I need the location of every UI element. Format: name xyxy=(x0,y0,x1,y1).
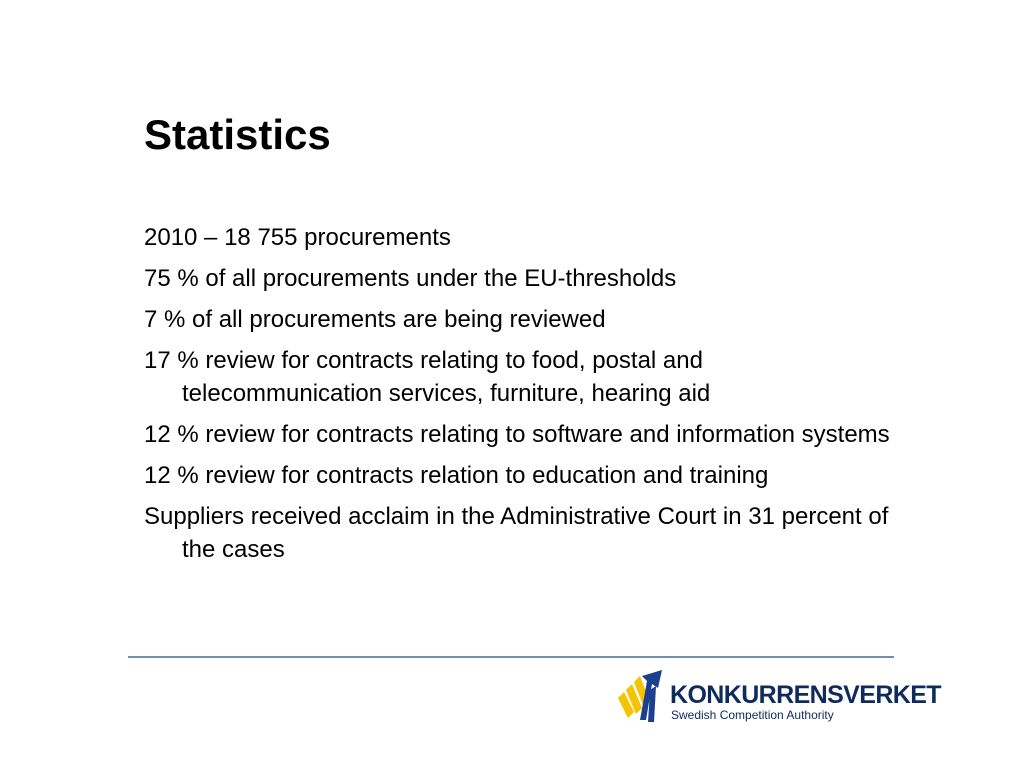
footer-divider xyxy=(128,656,894,658)
logo-tagline: Swedish Competition Authority xyxy=(671,708,834,722)
bullet-item: 2010 – 18 755 procurements xyxy=(144,224,451,251)
bullet-item: 75 % of all procurements under the EU-thresholds xyxy=(144,265,677,292)
bullet-item: 7 % of all procurements are being reviewed xyxy=(144,306,606,333)
slide-title: Statistics xyxy=(144,111,331,158)
bullet-item: 17 % review for contracts relating to food, postal and telecommunication services, furniture, hearing aid xyxy=(144,347,711,407)
bullet-item: 12 % review for contracts relation to education and training xyxy=(144,462,769,489)
bullet-list xyxy=(144,221,904,574)
bullet-item: 12 % review for contracts relating to software and information systems xyxy=(144,421,890,448)
logo-name: KONKURRENSVERKET xyxy=(670,681,941,709)
konkurrensverket-logo xyxy=(614,668,941,726)
bullet-item: Suppliers received acclaim in the Administrative Court in 31 percent of the cases xyxy=(144,503,889,563)
arrow-stripes-icon xyxy=(614,668,670,726)
